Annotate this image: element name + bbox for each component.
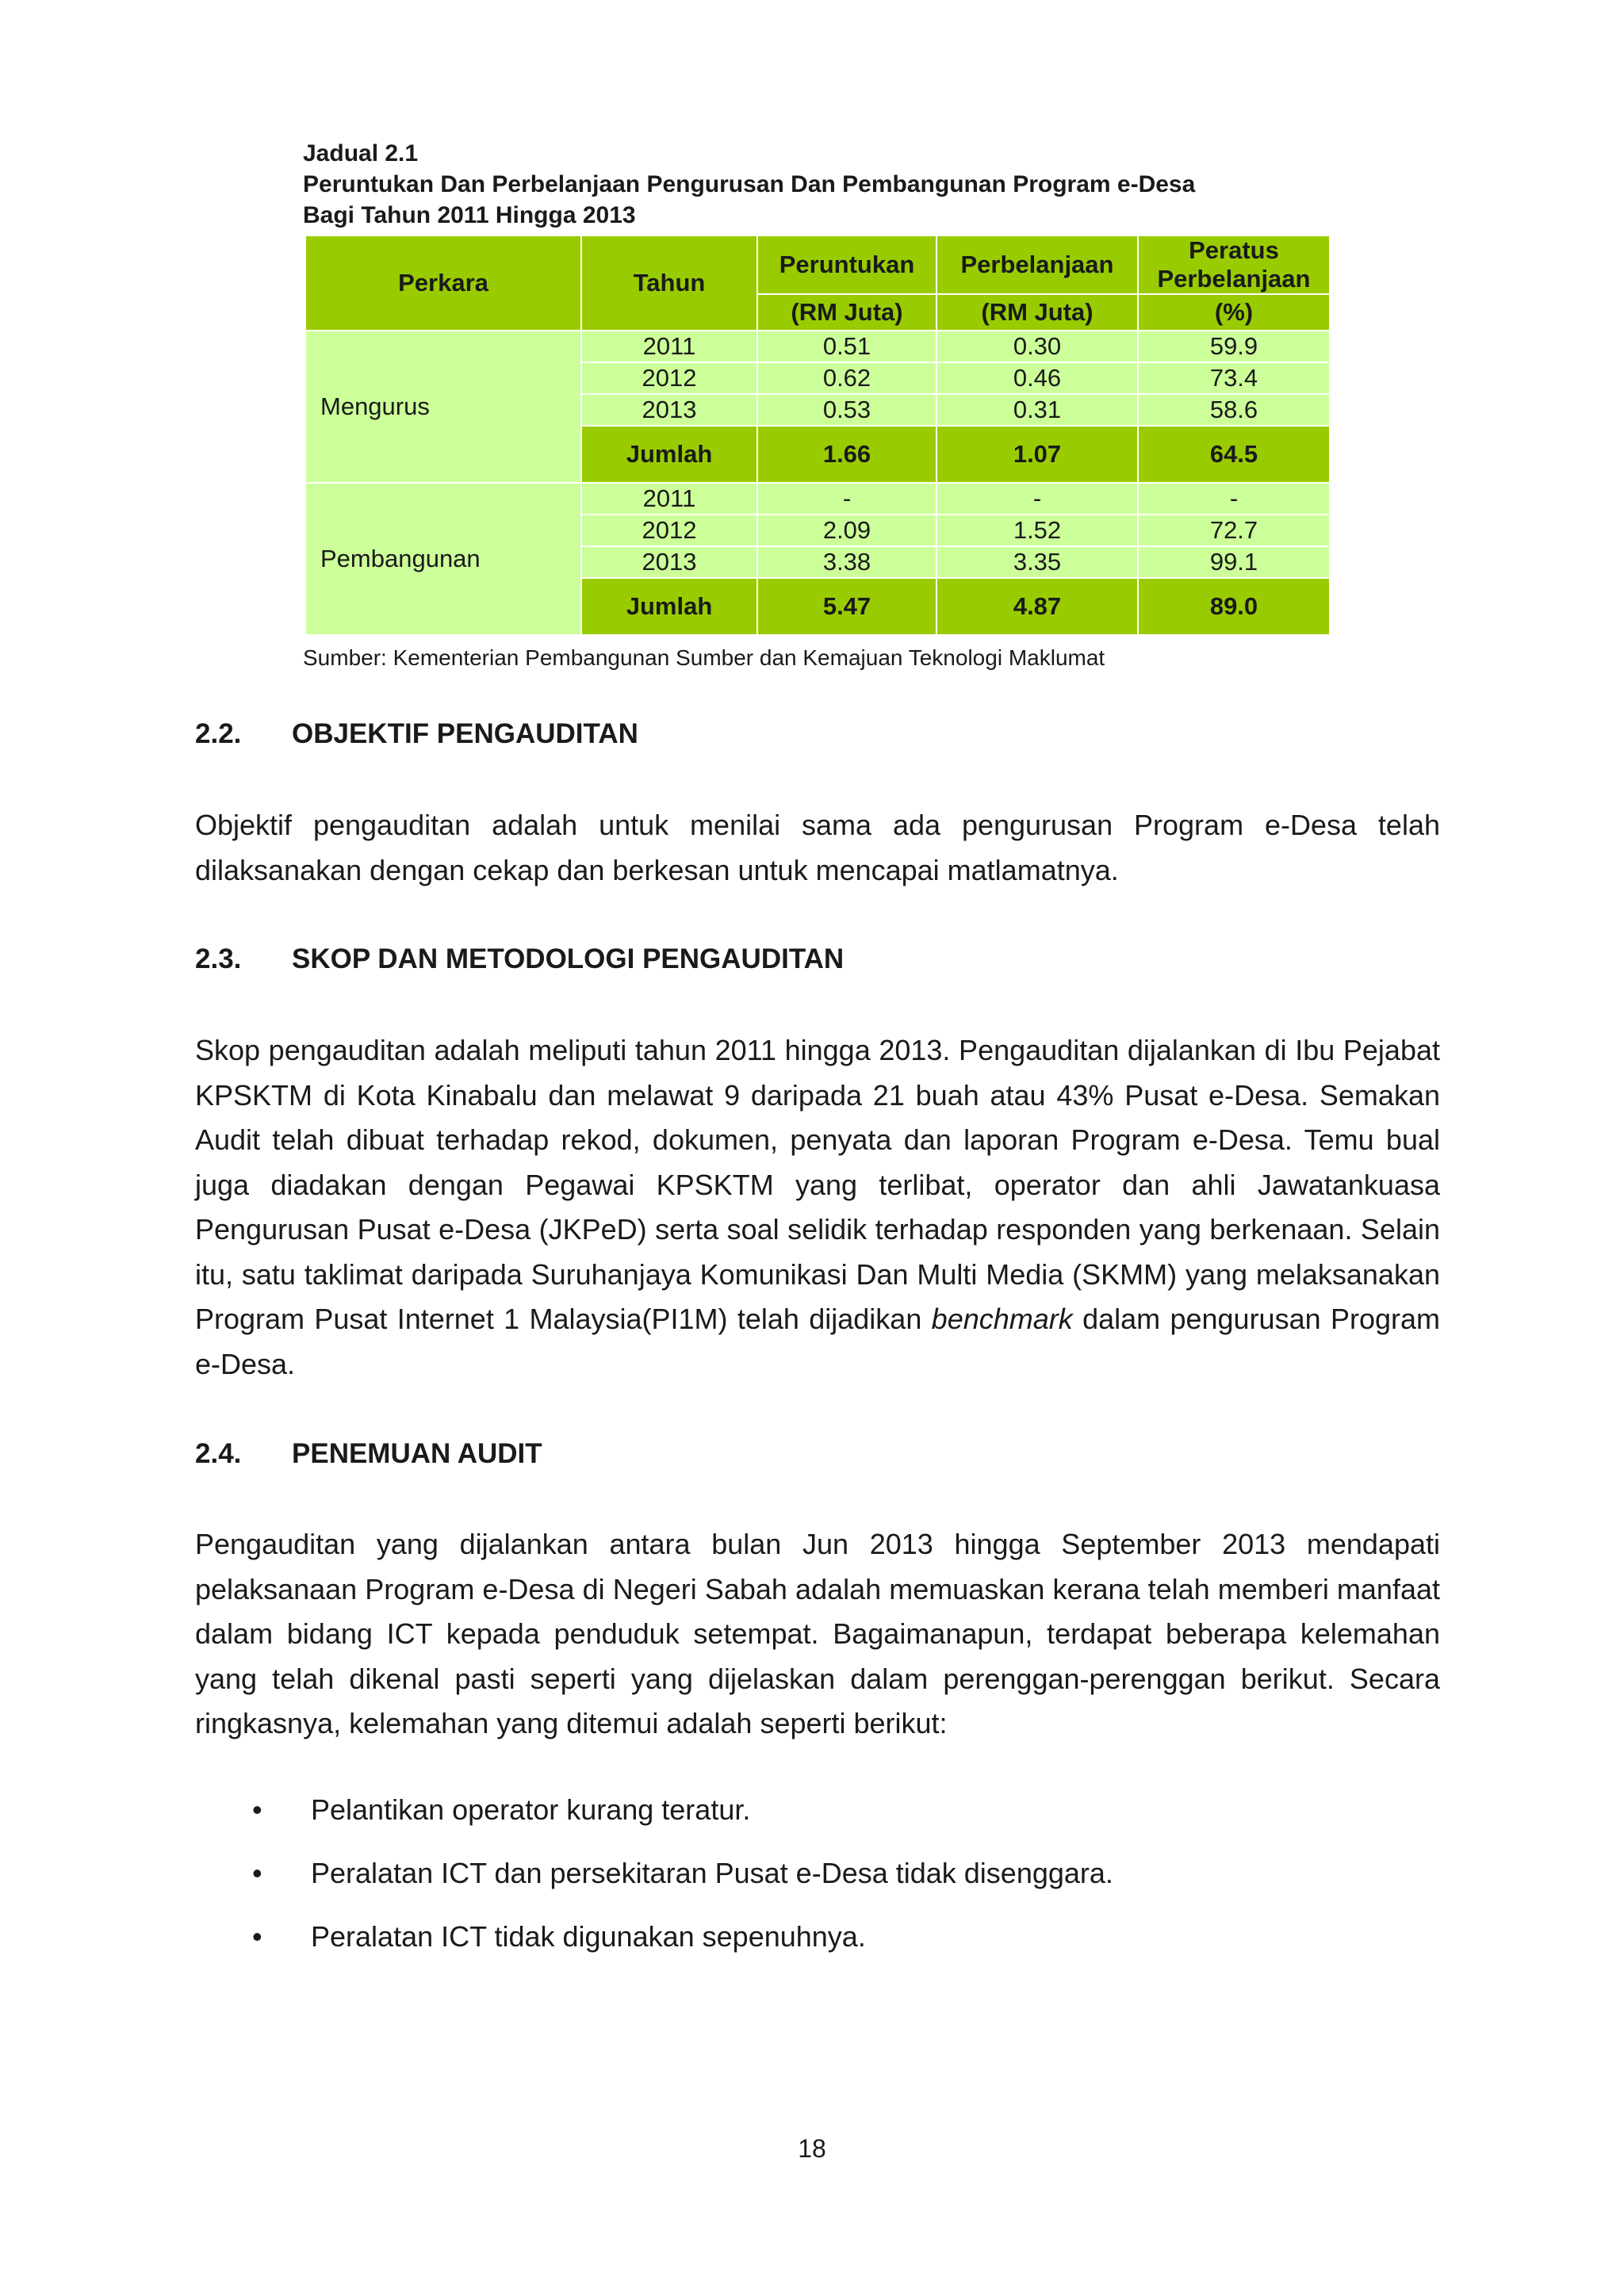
- cell-peratus: 58.6: [1138, 394, 1330, 426]
- header-tahun: Tahun: [581, 235, 757, 331]
- header-peratus: Peratus Perbelanjaan: [1138, 235, 1330, 294]
- cell-tahun: 2012: [581, 515, 757, 546]
- table-source-note: Sumber: Kementerian Pembangunan Sumber dan Kemajuan Teknologi Maklumat: [303, 645, 1105, 670]
- table-label: Jadual 2.1: [303, 140, 419, 166]
- list-item: [195, 1857, 1440, 1920]
- header-peruntukan: Peruntukan: [757, 235, 936, 294]
- section-body-penemuan: Pengauditan yang dijalankan antara bulan Jun 2013 hingga September 2013 mendapati pelaksanaan Program e-Desa di Negeri Sabah adalah memuaskan kerana telah memberi manfaat dalam bidang ICT kepada penduduk setempat. Bagaimanapun, terdapat beberapa kelemahan yang telah dikenal pasti seperti yang dijelaskan dalam perenggan-perenggan berikut. Secara ringkasnya, kelemahan yang ditemui adalah seperti berikut:: [195, 1528, 1440, 1739]
- cell-tahun: 2013: [581, 394, 757, 426]
- cell-perbelanjaan: 3.35: [936, 546, 1138, 578]
- group-label-pembangunan: Pembangunan: [305, 483, 581, 635]
- table-title-line1: Peruntukan Dan Perbelanjaan Pengurusan Dan Pembangunan Program e-Desa: [303, 171, 1196, 197]
- body-text-end: dalam pengurusan Program e-Desa.: [195, 1303, 1440, 1380]
- bullet-icon: •: [252, 1920, 262, 1953]
- cell-peruntukan: 2.09: [757, 515, 936, 546]
- cell-peruntukan: 0.53: [757, 394, 936, 426]
- total-peratus: 64.5: [1138, 426, 1330, 483]
- cell-perbelanjaan: -: [936, 483, 1138, 515]
- total-peruntukan: 5.47: [757, 578, 936, 635]
- section-title: OBJEKTIF PENGAUDITAN: [292, 718, 638, 749]
- cell-peratus: 73.4: [1138, 362, 1330, 394]
- cell-tahun: 2011: [581, 331, 757, 362]
- cell-peruntukan: 0.51: [757, 331, 936, 362]
- budget-table: [304, 235, 1331, 636]
- section-number: 2.3.: [195, 943, 242, 974]
- table-caption: [303, 138, 1334, 231]
- total-perbelanjaan: 1.07: [936, 426, 1138, 483]
- table-row: [305, 483, 1330, 515]
- body-italic: benchmark: [931, 1303, 1073, 1335]
- cell-peruntukan: 3.38: [757, 546, 936, 578]
- cell-peratus: 72.7: [1138, 515, 1330, 546]
- cell-peratus: 99.1: [1138, 546, 1330, 578]
- cell-tahun: 2013: [581, 546, 757, 578]
- section-heading-objektif: [195, 718, 638, 750]
- section-body-skop: [195, 1028, 1440, 1387]
- unit-perbelanjaan: (RM Juta): [936, 294, 1138, 331]
- body-text: Skop pengauditan adalah meliputi tahun 2011 hingga 2013. Pengauditan dijalankan di Ibu Pejabat KPSKTM di Kota Kinabalu dan melawat 9 daripada 21 buah atau 43% Pusat e-Desa. Semakan Audit telah dibuat terhadap rekod, dokumen, penyata dan laporan Program e-Desa. Temu bual juga diadakan dengan Pegawai KPSKTM yang terlibat, operator dan ahli Jawatankuasa Pengurusan Pusat e-Desa (JKPeD) serta soal selidik terhadap responden yang berkenaan. Selain itu, satu taklimat daripada Suruhanjaya Komunikasi Dan Multi Media (SKMM) yang melaksanakan Program Pusat Internet 1 Malaysia(PI1M) telah dijadikan: [195, 1034, 1440, 1335]
- group-label-mengurus: Mengurus: [305, 331, 581, 483]
- unit-peruntukan: (RM Juta): [757, 294, 936, 331]
- header-perkara: Perkara: [305, 235, 581, 331]
- total-label: Jumlah: [581, 426, 757, 483]
- cell-peruntukan: 0.62: [757, 362, 936, 394]
- section-number: 2.2.: [195, 718, 242, 749]
- findings-list: [195, 1793, 1440, 1984]
- bullet-icon: •: [252, 1857, 262, 1889]
- section-body-objektif: Objektif pengauditan adalah untuk menilai sama ada pengurusan Program e-Desa telah dilaksanakan dengan cekap dan berkesan untuk mencapai matlamatnya.: [195, 809, 1440, 886]
- cell-perbelanjaan: 0.46: [936, 362, 1138, 394]
- table-header-row: [305, 235, 1330, 294]
- total-label: Jumlah: [581, 578, 757, 635]
- list-item: [195, 1793, 1440, 1857]
- page-number: 18: [798, 2134, 826, 2163]
- list-item-text: Peralatan ICT dan persekitaran Pusat e-Desa tidak disenggara.: [311, 1857, 1113, 1889]
- cell-peratus: -: [1138, 483, 1330, 515]
- section-title: PENEMUAN AUDIT: [292, 1438, 542, 1469]
- table-row: [305, 331, 1330, 362]
- cell-peratus: 59.9: [1138, 331, 1330, 362]
- bullet-icon: •: [252, 1793, 262, 1826]
- section-heading-skop: [195, 943, 844, 975]
- table-title-line2: Bagi Tahun 2011 Hingga 2013: [303, 202, 636, 228]
- total-peruntukan: 1.66: [757, 426, 936, 483]
- cell-tahun: 2011: [581, 483, 757, 515]
- section-heading-penemuan: [195, 1438, 542, 1470]
- cell-perbelanjaan: 0.30: [936, 331, 1138, 362]
- list-item: [195, 1920, 1440, 1984]
- total-perbelanjaan: 4.87: [936, 578, 1138, 635]
- unit-peratus: (%): [1138, 294, 1330, 331]
- cell-perbelanjaan: 1.52: [936, 515, 1138, 546]
- list-item-text: Peralatan ICT tidak digunakan sepenuhnya.: [311, 1920, 866, 1953]
- total-peratus: 89.0: [1138, 578, 1330, 635]
- cell-peruntukan: -: [757, 483, 936, 515]
- list-item-text: Pelantikan operator kurang teratur.: [311, 1793, 751, 1826]
- cell-perbelanjaan: 0.31: [936, 394, 1138, 426]
- section-title: SKOP DAN METODOLOGI PENGAUDITAN: [292, 943, 845, 974]
- section-number: 2.4.: [195, 1438, 242, 1469]
- cell-tahun: 2012: [581, 362, 757, 394]
- header-perbelanjaan: Perbelanjaan: [936, 235, 1138, 294]
